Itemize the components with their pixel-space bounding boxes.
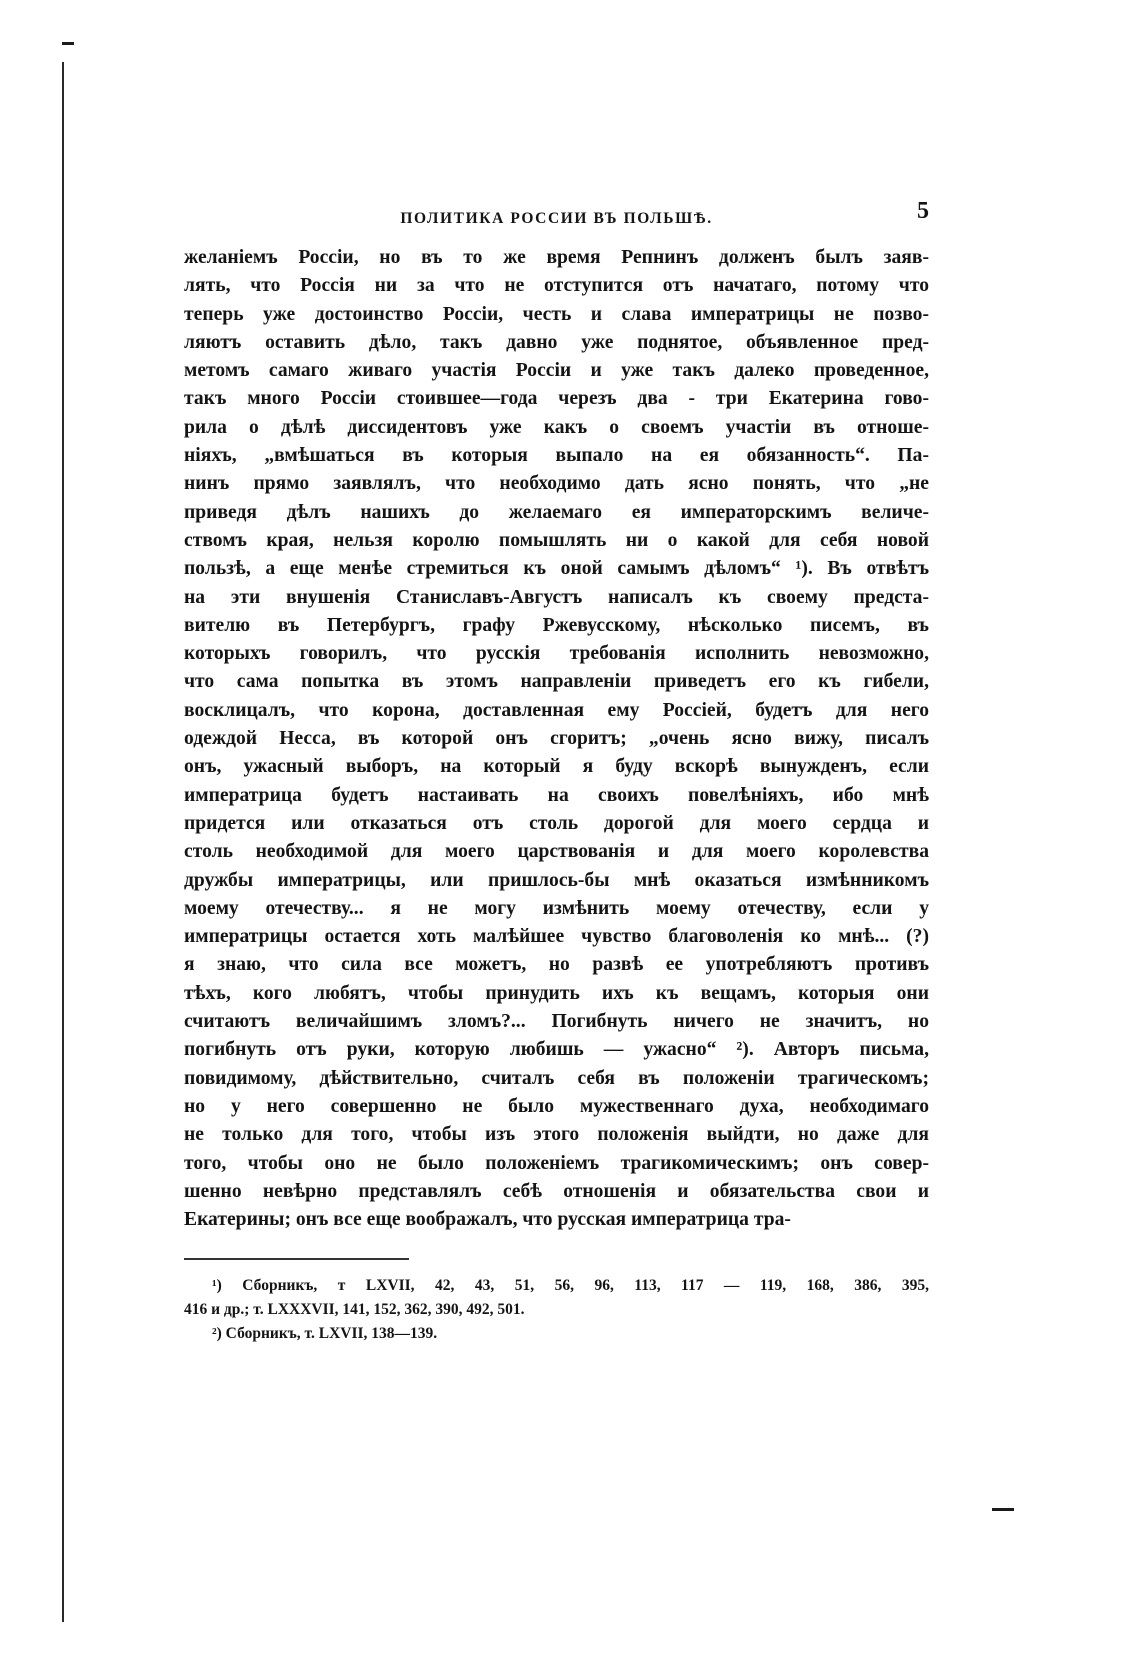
body-line: что сама попытка въ этомъ направленіи приведетъ его къ гибели, <box>184 671 929 693</box>
running-title: ПОЛИТИКА РОССИИ ВЪ ПОЛЬШѢ. <box>400 210 713 227</box>
scan-mark-top <box>62 42 74 45</box>
body-line: одеждой Несса, въ которой онъ сгоритъ; „очень ясно вижу, писалъ <box>184 728 929 750</box>
body-line: лять, что Россія ни за что не отступится отъ начатаго, потому что <box>184 275 929 297</box>
body-line: считаютъ величайшимъ зломъ?... Погибнуть ничего не значитъ, но <box>184 1011 929 1033</box>
body-line: императрица будетъ настаивать на своихъ повелѣніяхъ, ибо мнѣ <box>184 784 929 806</box>
body-line: но у него совершенно не было мужественнаго духа, необходимаго <box>184 1095 929 1117</box>
body-line: такъ много Россіи стоившее—года черезъ два - три Екатерина гово- <box>184 388 929 410</box>
body-line: не только для того, чтобы изъ этого положенія выйдти, но даже для <box>184 1124 929 1146</box>
body-line: придется или отказаться отъ столь дорогой для моего сердца и <box>184 812 929 834</box>
body-line: вителю въ Петербургъ, графу Ржевусскому, нѣсколько писемъ, въ <box>184 614 929 636</box>
book-page <box>184 196 929 1346</box>
body-line: дружбы императрицы, или пришлось-бы мнѣ оказаться измѣнникомъ <box>184 869 929 891</box>
body-line: повидимому, дѣйствительно, считалъ себя въ положеніи трагическомъ; <box>184 1067 929 1089</box>
page-header <box>184 196 929 232</box>
scan-mark-bottom <box>992 1508 1014 1511</box>
body-line: рила о дѣлѣ диссидентовъ уже какъ о своемъ участіи въ отноше- <box>184 416 929 438</box>
body-line: императрицы остается хоть малѣйшее чувство благоволенія ко мнѣ... (?) <box>184 926 929 948</box>
body-line: метомъ самаго живаго участія Россіи и уже такъ далеко проведенное, <box>184 360 929 382</box>
footnote-1: ¹) Сборникъ, т LXVII, 42, 43, 51, 56, 96, 113, 117 — 119, 168, 386, 395, <box>212 1277 929 1295</box>
footnote-2: ²) Сборникъ, т. LXVII, 138—139. <box>212 1325 438 1343</box>
footnote-rule <box>184 1258 409 1260</box>
body-line: на эти внушенія Станиславъ-Августъ написалъ къ своему предста- <box>184 586 929 608</box>
body-line: моему отечеству... я не могу измѣнить моему отечеству, если у <box>184 897 929 919</box>
body-line: того, чтобы оно не было положеніемъ трагикомическимъ; онъ совер- <box>184 1152 929 1174</box>
footnotes <box>184 1274 929 1346</box>
scan-edge-line <box>62 62 64 1622</box>
body-line: приведя дѣлъ нашихъ до желаемаго ея императорскимъ величе- <box>184 501 929 523</box>
body-line: восклицалъ, что корона, доставленная ему Россіей, будетъ для него <box>184 699 929 721</box>
body-line: желаніемъ Россіи, но въ то же время Репнинъ долженъ былъ заяв- <box>184 247 929 268</box>
body-line: теперь уже достоинство Россіи, честь и слава императрицы не позво- <box>184 303 929 325</box>
body-line: ствомъ края, нельзя королю помышлять ни о какой для себя новой <box>184 529 929 551</box>
body-line: ніяхъ, „вмѣшаться въ которыя выпало на ея обязанность“. Па- <box>184 445 929 467</box>
body-text <box>184 244 929 1234</box>
body-line: погибнуть отъ руки, которую любишь — ужасно“ ²). Авторъ письма, <box>184 1039 929 1061</box>
body-line: Екатерины; онъ все еще воображалъ, что русская императрица тра- <box>184 1209 791 1231</box>
body-line: столь необходимой для моего царствованія и для моего королевства <box>184 841 929 863</box>
body-line: ляютъ оставить дѣло, такъ давно уже поднятое, объявленное пред- <box>184 331 929 353</box>
body-line: шенно невѣрно представлялъ себѣ отношенія и обязательства свои и <box>184 1180 929 1202</box>
body-line: тѣхъ, кого любятъ, чтобы принудить ихъ къ вещамъ, которыя они <box>184 982 929 1004</box>
body-line: я знаю, что сила все можетъ, но развѣ ее употребляютъ противъ <box>184 954 929 976</box>
footnote-1-continued: 416 и др.; т. LXXXVII, 141, 152, 362, 390, 492, 501. <box>184 1301 525 1319</box>
page-number: 5 <box>917 198 929 224</box>
body-line: онъ, ужасный выборъ, на который я буду вскорѣ вынужденъ, если <box>184 756 929 778</box>
body-line: которыхъ говорилъ, что русскія требованія исполнить невозможно, <box>184 643 929 665</box>
body-line: нинъ прямо заявлялъ, что необходимо дать ясно понять, что „не <box>184 473 929 495</box>
body-line: пользѣ, а еще менѣе стремиться къ оной самымъ дѣломъ“ ¹). Въ отвѣтъ <box>184 558 929 580</box>
